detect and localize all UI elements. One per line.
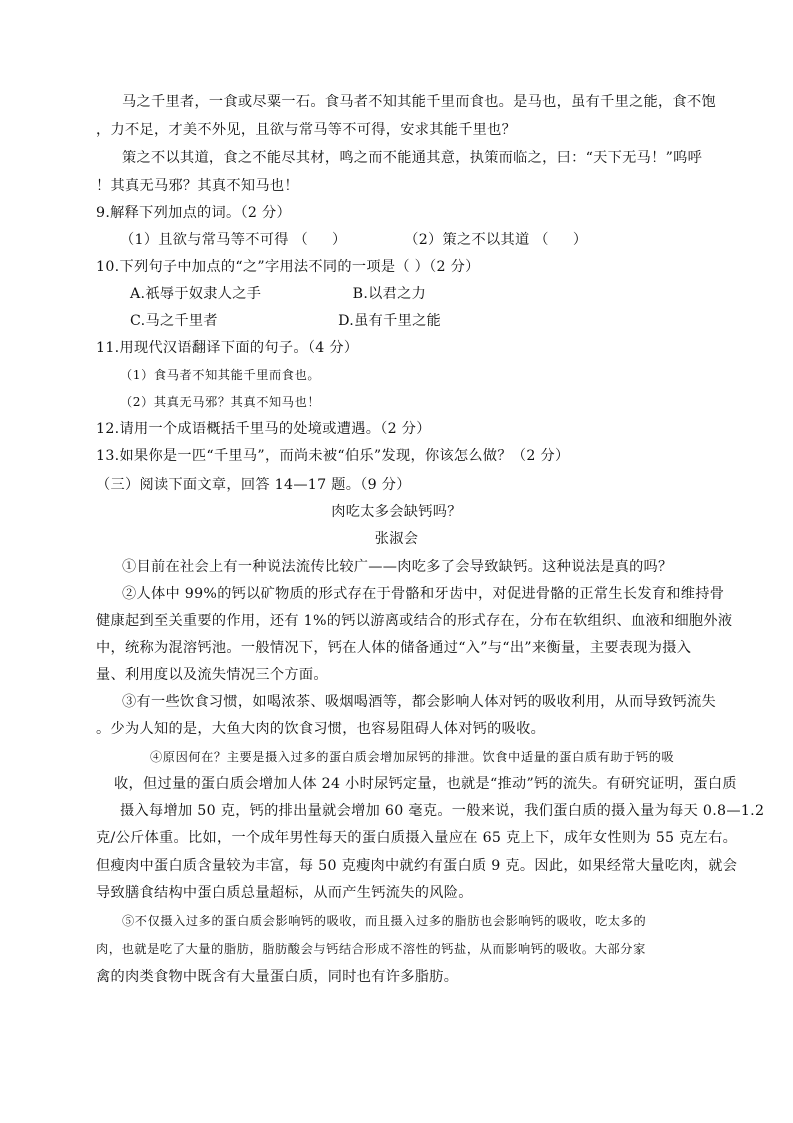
question-13: 13.如果你是一匹“千里马”，而尚未被“伯乐”发现，你该怎么做？（2 分） bbox=[96, 448, 570, 464]
article-line-2: ②人体中 99%的钙以矿物质的形式存在于骨骼和牙齿中，对促进骨骼的正常生长发育和维持骨 bbox=[122, 586, 725, 602]
classical-line-1: 马之千里者，一食或尽粟一石。食马者不知其能千里而食也。是马也，虽有千里之能，食不饱 bbox=[122, 94, 716, 110]
article-author: 张淑会 bbox=[374, 531, 419, 547]
classical-line-2: ，力不足，才美不外见，且欲与常马等不可得，安求其能千里也？ bbox=[96, 122, 517, 138]
question-10-options-row-1: A.祇辱于奴隶人之手 B.以君之力 bbox=[130, 286, 427, 302]
article-line-3: 健康起到至关重要的作用，还有 1%的钙以游离或结合的形式存在，分布在软组织、血液和细胞外液 bbox=[96, 613, 733, 629]
article-line-7: 。少为人知的是，大鱼大肉的饮食习惯，也容易阻碍人体对钙的吸收。 bbox=[96, 721, 546, 737]
article-line-5: 量、利用度以及流失情况三个方面。 bbox=[96, 667, 328, 683]
article-line-10: 摄入每增加 50 克，钙的排出量就会增加 60 毫克。一般来说，我们蛋白质的摄入量为每天 0.8—1.2 bbox=[120, 803, 765, 819]
article-line-8: ④原因何在？主要是摄入过多的蛋白质会增加尿钙的排泄。饮食中适量的蛋白质有助于钙的吸 bbox=[150, 750, 675, 764]
article-line-9: 收，但过量的蛋白质会增加人体 24 小时尿钙定量，也就是“推动”钙的流失。有研究证明，蛋白质 bbox=[114, 776, 737, 792]
section-3-instruction: （三）阅读下面文章，回答 14—17 题。（9 分） bbox=[96, 477, 411, 493]
question-11-sentence-2: （2）其真无马邪？其真不知马也！ bbox=[120, 395, 321, 409]
question-11: 11.用现代汉语翻译下面的句子。（4 分） bbox=[96, 340, 359, 356]
article-line-6: ③有一些饮食习惯，如喝浓茶、吸烟喝酒等，都会影响人体对钙的吸收利用，从而导致钙流失 bbox=[122, 694, 716, 710]
article-line-13: 导致膳食结构中蛋白质总量超标，从而产生钙流失的风险。 bbox=[96, 885, 473, 901]
article-line-4: 中，统称为混溶钙池。一般情况下，钙在人体的储备通过“入”与“出”来衡量，主要表现为摄入 bbox=[96, 640, 692, 656]
article-line-16: 禽的肉类食物中既含有大量蛋白质，同时也有许多脂肪。 bbox=[96, 969, 459, 985]
question-10: 10.下列句子中加点的“之”字用法不同的一项是（ ）（2 分） bbox=[96, 259, 480, 275]
classical-line-4: ！其真无马邪？其真不知马也！ bbox=[96, 178, 299, 194]
question-11-sentence-1: （1）食马者不知其能千里而食也。 bbox=[120, 368, 321, 382]
article-line-1: ①目前在社会上有一种说法流传比较广——肉吃多了会导致缺钙。这种说法是真的吗？ bbox=[122, 559, 673, 575]
article-line-15: 肉，也就是吃了大量的脂肪，脂肪酸会与钙结合形成不溶性的钙盐，从而影响钙的吸收。大部分家 bbox=[96, 942, 646, 956]
question-10-options-row-2: C.马之千里者 D.虽有千里之能 bbox=[130, 313, 442, 329]
question-9: 9.解释下列加点的词。（2 分） bbox=[96, 205, 292, 221]
article-title: 肉吃太多会缺钙吗？ bbox=[331, 504, 462, 520]
question-9-items: （1）且欲与常马等不可得 （ ） （2）策之不以其道 （ ） bbox=[120, 232, 588, 248]
classical-line-3: 策之不以其道，食之不能尽其材，鸣之而不能通其意，执策而临之，曰：“天下无马！”呜呼 bbox=[122, 150, 703, 166]
article-line-11: 克/公斤体重。比如，一个成年男性每天的蛋白质摄入量应在 65 克上下，成年女性则为 55 克左右。 bbox=[96, 830, 738, 846]
question-12: 12.请用一个成语概括千里马的处境或遭遇。（2 分） bbox=[96, 421, 431, 437]
article-line-14: ⑤不仅摄入过多的蛋白质会影响钙的吸收，而且摄入过多的脂肪也会影响钙的吸收，吃太多的 bbox=[122, 914, 647, 928]
article-line-12: 但瘦肉中蛋白质含量较为丰富，每 50 克瘦肉中就约有蛋白质 9 克。因此，如果经常大量吃肉，就会 bbox=[96, 858, 738, 874]
